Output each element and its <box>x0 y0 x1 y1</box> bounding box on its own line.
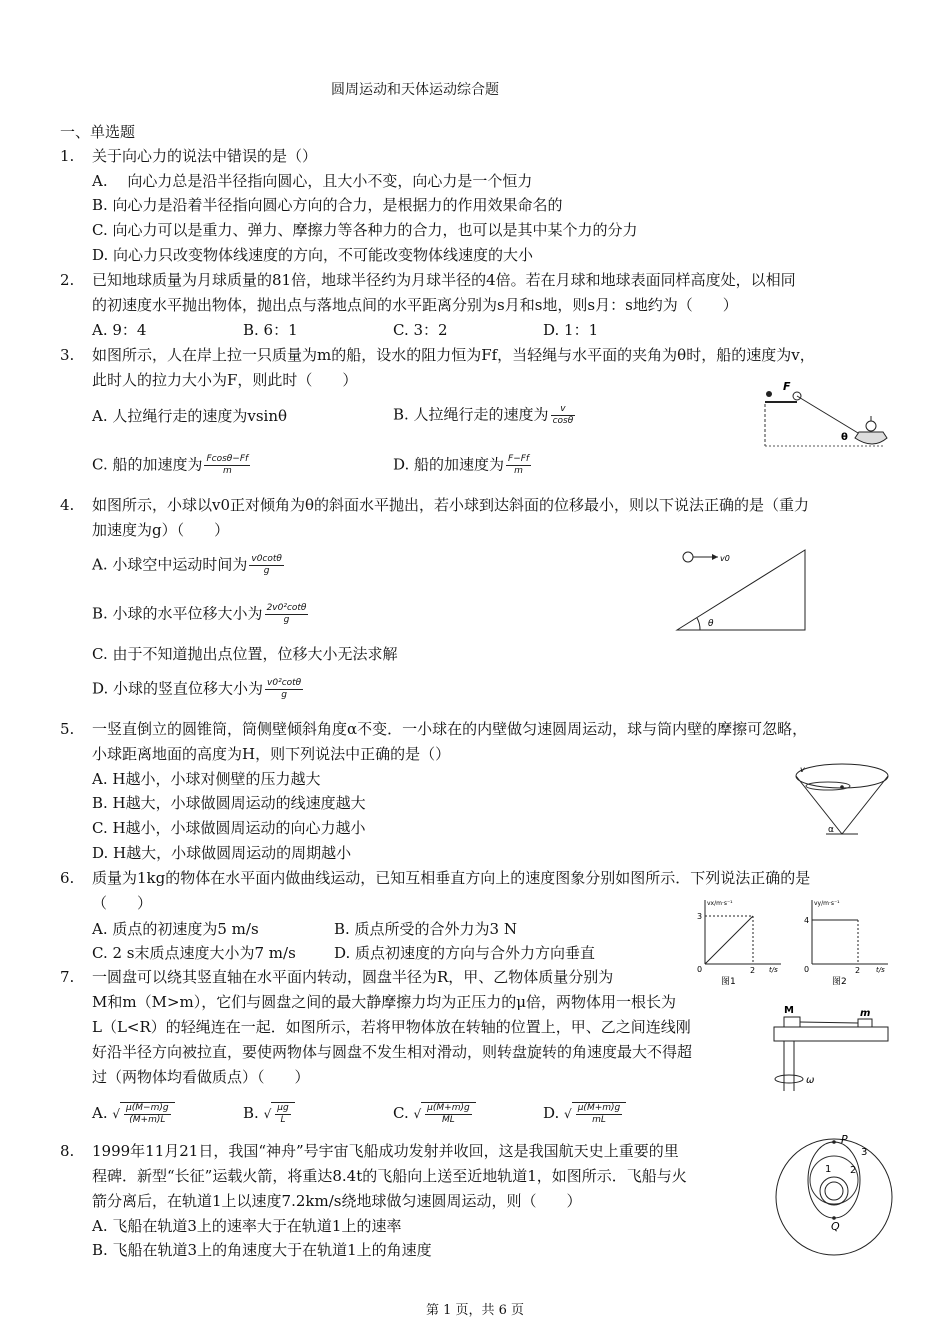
fraction-numerator: μg <box>277 1103 289 1113</box>
q7-number: 7. <box>60 968 75 986</box>
q6-g2-xlabel: t/s <box>876 966 885 974</box>
q6-option-d: D. 质点初速度的方向与合外力方向垂直 <box>334 944 596 962</box>
q4-option-b-fraction <box>265 603 309 626</box>
q4-option-a-fraction <box>249 554 284 577</box>
q5-number: 5. <box>60 720 75 738</box>
q8-fig-orbit1-label: 1 <box>825 1164 832 1175</box>
q6-g2-caption: 图2 <box>832 977 847 987</box>
q3-option-c <box>92 454 252 477</box>
q6-g2-origin: 0 <box>804 965 810 974</box>
fraction-denominator: (M+m)L <box>129 1115 166 1125</box>
q5-option-b: B. H越大，小球做圆周运动的线速度越大 <box>92 794 366 812</box>
q8-number: 8. <box>60 1142 75 1160</box>
q3-fig-force-label: F <box>783 380 791 393</box>
fraction-numerator: 2v0²cotθ <box>266 603 307 613</box>
q5-line1: 一竖直倒立的圆锥筒，筒侧壁倾斜角度α不变．一小球在的内壁做匀速圆周运动，球与筒内壁的摩擦可忽略， <box>92 720 808 738</box>
fraction-numerator: v0cotθ <box>251 554 282 564</box>
q1-option-b: B. 向心力是沿着半径指向圆心方向的合力，是根据力的作用效果命名的 <box>92 196 563 214</box>
q7-option-b <box>243 1102 295 1126</box>
q5-fig-v-label: v <box>800 765 805 774</box>
q4-fig-v0-label: v0 <box>720 554 730 563</box>
q7-line1: 一圆盘可以绕其竖直轴在水平面内转动，圆盘半径为R，甲、乙物体质量分别为 <box>92 968 614 986</box>
q7-line3: L（L<R）的轻绳连在一起．如图所示，若将甲物体放在转轴的位置上，甲、乙之间连线刚 <box>92 1018 691 1036</box>
fraction-denominator: cosθ <box>552 416 574 426</box>
q3-line2: 此时人的拉力大小为F，则此时（ ） <box>92 371 358 389</box>
q6-g2-ytick: 4 <box>804 916 810 925</box>
q5-line2: 小球距离地面的高度为H，则下列说法中正确的是（） <box>92 745 451 763</box>
q7-fig-m-label: m <box>860 1008 871 1019</box>
q4-number: 4. <box>60 496 75 514</box>
q6-option-c: C. 2 s末质点速度大小为7 m/s <box>92 944 296 962</box>
q2-option-b: B. 6：1 <box>243 321 298 339</box>
q3-option-c-label: C. 船的加速度为 <box>92 455 203 474</box>
q8-option-a: A. 飞船在轨道3上的速率大于在轨道1上的速率 <box>92 1217 402 1235</box>
fraction-numerator: Fcosθ−Ff <box>206 454 249 464</box>
q7-option-d-label: D. <box>543 1104 560 1122</box>
q7-option-a <box>92 1102 175 1126</box>
q6-g2-ylabel: vy/m·s⁻¹ <box>814 900 840 907</box>
q3-option-b <box>393 404 577 427</box>
q6-line1: 质量为1kg的物体在水平面内做曲线运动，已知互相垂直方向上的速度图象分别如图所示．下列说法正确的是 <box>92 869 811 887</box>
q6-line2: （ ） <box>92 894 153 912</box>
q1-number: 1. <box>60 147 75 165</box>
fraction-numerator: v0²cotθ <box>267 678 302 688</box>
q7-line2: M和m（M>m），它们与圆盘之间的最大静摩擦力均为正压力的μ倍，两物体用一根长为 <box>92 993 676 1011</box>
q5-option-a: A. H越小，小球对侧壁的压力越大 <box>92 770 321 788</box>
q7-option-b-sqrt: √ $\frac{\mu g}{L}$ <box>264 1102 295 1126</box>
q6-number: 6. <box>60 869 75 887</box>
q4-option-d <box>92 678 305 701</box>
fraction-denominator: m <box>222 466 232 476</box>
q2-option-a: A. 9：4 <box>92 321 147 339</box>
q7-option-b-label: B. <box>243 1104 259 1122</box>
q2-option-d: D. 1：1 <box>543 321 599 339</box>
fraction-denominator: m <box>514 466 523 476</box>
q8-line2: 程碑．新型“长征”运载火箭，将重达8.4t的飞船向上送至近地轨道1，如图所示．飞船与火 <box>92 1167 687 1185</box>
q3-fig-angle-label: θ <box>841 432 848 443</box>
q4-option-d-label: D. 小球的竖直位移大小为 <box>92 679 264 698</box>
fraction-numerator: F−Ff <box>508 454 530 464</box>
page-title: 圆周运动和天体运动综合题 <box>331 82 499 98</box>
q2-option-c: C. 3：2 <box>393 321 448 339</box>
q3-option-c-fraction <box>204 454 250 477</box>
q4-option-b-label: B. 小球的水平位移大小为 <box>92 604 263 623</box>
q4-fig-angle-label: θ <box>708 619 714 629</box>
q8-fig-orbit2-label: 2 <box>850 1165 857 1176</box>
q2-number: 2. <box>60 271 75 289</box>
fraction-denominator: g <box>263 566 270 576</box>
q4-line1: 如图所示，小球以v0正对倾角为θ的斜面水平抛出，若小球到达斜面的位移最小，则以下说法正确的是（重力 <box>92 496 810 514</box>
fraction-numerator: v <box>551 404 576 416</box>
q3-option-b-label: B. 人拉绳行走的速度为 <box>393 405 549 424</box>
fraction-denominator: mL <box>592 1115 606 1125</box>
q3-line1: 如图所示，人在岸上拉一只质量为m的船，设水的阻力恒为Ff，当轻绳与水平面的夹角为θ时，船的速度为v， <box>92 346 815 364</box>
q7-turntable-figure <box>770 1003 892 1093</box>
q1-option-a: A. 向心力总是沿半径指向圆心，且大小不变，向心力是一个恒力 <box>92 172 533 190</box>
q6-g1-ytick: 3 <box>697 912 703 921</box>
page-footer: 第 1 页，共 6 页 <box>425 1303 525 1318</box>
q7-fig-M-label: M <box>784 1005 794 1016</box>
section-heading: 一、单选题 <box>60 123 136 141</box>
q6-option-a: A. 质点的初速度为5 m/s <box>92 920 259 938</box>
fraction-denominator: g <box>281 690 287 700</box>
q1-option-d: D. 向心力只改变物体线速度的方向，不可能改变物体线速度的大小 <box>92 246 534 264</box>
q7-line4: 好沿半径方向被拉直，要使两物体与圆盘不发生相对滑动，则转盘旋转的角速度最大不得超 <box>92 1043 693 1061</box>
q6-g2-xtick: 2 <box>855 966 861 975</box>
q7-option-c-label: C. <box>393 1104 409 1122</box>
q7-option-a-fraction <box>124 1103 171 1126</box>
q6-graph-2 <box>800 898 896 988</box>
q8-line1: 1999年11月21日，我国“神舟”号宇宙飞船成功发射并收回，这是我国航天史上重要的里 <box>92 1142 679 1160</box>
q6-graph-1 <box>693 898 789 988</box>
q7-option-a-label: A. <box>92 1104 108 1122</box>
q7-option-c-fraction <box>425 1103 472 1126</box>
q8-fig-Q-label: Q <box>831 1220 840 1233</box>
fraction-numerator: μ(M+m)g <box>427 1103 470 1113</box>
q7-option-c <box>393 1102 476 1126</box>
q5-option-c: C. H越小，小球做圆周运动的向心力越小 <box>92 819 366 837</box>
fraction-denominator: L <box>280 1115 286 1125</box>
q3-number: 3. <box>60 346 75 364</box>
q3-option-d-label: D. 船的加速度为 <box>393 455 505 474</box>
q4-option-d-fraction <box>265 678 303 701</box>
q7-fig-omega-label: ω <box>806 1075 815 1086</box>
q6-g1-xlabel: t/s <box>769 966 778 974</box>
q2-line2: 的初速度水平抛出物体，抛出点与落地点间的水平距离分别为s月和s地，则s月：s地约为（ ） <box>92 296 738 314</box>
q4-incline-figure <box>672 545 812 635</box>
q3-boat-figure <box>755 380 895 460</box>
q1-stem: 关于向心力的说法中错误的是（） <box>92 147 318 165</box>
q4-option-c: C. 由于不知道抛出点位置，位移大小无法求解 <box>92 645 398 663</box>
q6-g1-origin: 0 <box>697 965 703 974</box>
q7-option-d-fraction <box>576 1103 623 1126</box>
q6-option-b: B. 质点所受的合外力为3 N <box>334 920 517 938</box>
q8-fig-orbit3-label: 3 <box>861 1147 868 1158</box>
q7-option-b-fraction <box>275 1103 290 1126</box>
q1-option-c: C. 向心力可以是重力、弹力、摩擦力等各种力的合力，也可以是其中某个力的分力 <box>92 221 638 239</box>
q7-option-a-sqrt: √ $\frac{\mu(M-m)g}{(M+m)L}$ <box>112 1102 174 1126</box>
q7-option-c-sqrt: √ $\frac{\mu(M+m)g}{ML}$ <box>414 1102 476 1126</box>
q2-line1: 已知地球质量为月球质量的81倍，地球半径约为月球半径的4倍。若在月球和地球表面同样高度处，以相同 <box>92 271 796 289</box>
q8-line3: 箭分离后，在轨道1上以速度7.2km/s绕地球做匀速圆周运动，则（ ） <box>92 1192 582 1210</box>
q7-line5: 过（两物体均看做质点）（ ） <box>92 1068 310 1086</box>
q8-option-b: B. 飞船在轨道3上的角速度大于在轨道1上的角速度 <box>92 1241 432 1259</box>
q6-g1-ylabel: vx/m·s⁻¹ <box>707 900 733 907</box>
q8-orbit-figure <box>773 1133 895 1261</box>
q6-g1-caption: 图1 <box>721 977 736 987</box>
q3-option-a: A. 人拉绳行走的速度为vsinθ <box>92 407 288 425</box>
fraction-denominator: ML <box>442 1115 455 1125</box>
q8-fig-P-label: P <box>841 1133 848 1146</box>
q5-option-d: D. H越大，小球做圆周运动的周期越小 <box>92 844 352 862</box>
q3-option-d <box>393 454 533 477</box>
q7-option-d-sqrt: √ $\frac{\mu(M+m)g}{mL}$ <box>564 1102 626 1126</box>
q3-option-b-fraction <box>551 404 576 427</box>
fraction-numerator: μ(M+m)g <box>577 1103 621 1113</box>
q4-option-a-label: A. 小球空中运动时间为 <box>92 555 248 574</box>
q3-option-d-fraction <box>506 454 531 477</box>
q4-line2: 加速度为g）（ ） <box>92 521 230 539</box>
q7-option-d <box>543 1102 626 1126</box>
fraction-numerator: μ(M−m)g <box>126 1103 169 1113</box>
q5-fig-alpha-label: α <box>828 825 834 835</box>
q5-cone-figure <box>792 758 892 838</box>
q6-g1-xtick: 2 <box>750 966 756 975</box>
q4-option-a <box>92 554 286 577</box>
fraction-denominator: g <box>283 615 290 625</box>
q4-option-b <box>92 603 310 626</box>
